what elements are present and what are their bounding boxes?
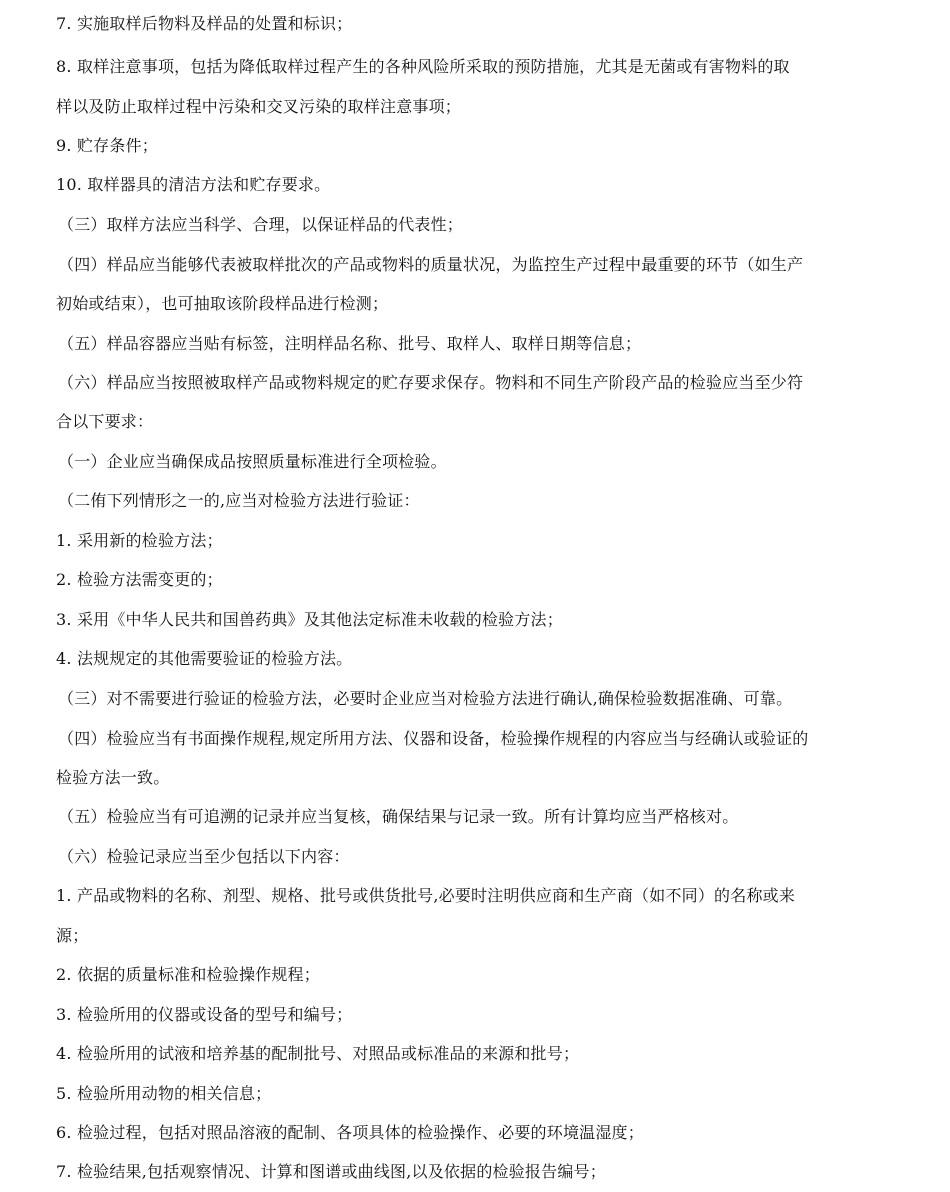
text-line: 6. 检验过程，包括对照品溶液的配制、各项具体的检验操作、必要的环境温湿度； bbox=[56, 1123, 644, 1142]
text-line: 1. 产品或物料的名称、剂型、规格、批号或供货批号,必要时注明供应商和生产商（如不同）的名称或来 bbox=[56, 886, 796, 905]
text-line: 源； bbox=[56, 926, 89, 945]
text-line: 3. 采用《中华人民共和国兽药典》及其他法定标准未收载的检验方法； bbox=[56, 610, 563, 629]
text-line: （五）样品容器应当贴有标签，注明样品名称、批号、取样人、取样日期等信息； bbox=[58, 334, 642, 353]
text-line: 5. 检验所用动物的相关信息； bbox=[56, 1084, 272, 1103]
text-line: 检验方法一致。 bbox=[56, 768, 170, 787]
text-line: （五）检验应当有可追溯的记录并应当复核，确保结果与记录一致。所有计算均应当严格核对。 bbox=[58, 807, 739, 826]
text-line: 2. 检验方法需变更的； bbox=[56, 570, 223, 589]
text-line: （三）取样方法应当科学、合理，以保证样品的代表性； bbox=[58, 215, 464, 234]
text-line: （二侑下列情形之一的,应当对检验方法进行验证： bbox=[58, 491, 420, 510]
text-line: 样以及防止取样过程中污染和交叉污染的取样注意事项； bbox=[56, 97, 462, 116]
text-line: 2. 依据的质量标准和检验操作规程； bbox=[56, 965, 320, 984]
text-line: （三）对不需要进行验证的检验方法，必要时企业应当对检验方法进行确认,确保检验数据准确、可靠。 bbox=[58, 689, 793, 708]
text-line: 7. 检验结果,包括观察情况、计算和图谱或曲线图,以及依据的检验报告编号； bbox=[56, 1162, 606, 1181]
text-line: （四）样品应当能够代表被取样批次的产品或物料的质量状况，为监控生产过程中最重要的环节（如生产 bbox=[58, 255, 804, 274]
text-line: 1. 采用新的检验方法； bbox=[56, 531, 223, 550]
text-line: 9. 贮存条件； bbox=[56, 136, 158, 155]
text-line: （六）检验记录应当至少包括以下内容： bbox=[58, 847, 350, 866]
text-line: 合以下要求： bbox=[56, 412, 154, 431]
text-line: 3. 检验所用的仪器或设备的型号和编号； bbox=[56, 1005, 353, 1024]
text-line: （一）企业应当确保成品按照质量标准进行全项检验。 bbox=[58, 452, 447, 471]
text-line: 7. 实施取样后物料及样品的处置和标识； bbox=[56, 14, 353, 33]
text-line: 10. 取样器具的清洁方法和贮存要求。 bbox=[56, 175, 331, 194]
text-line: 8. 取样注意事项，包括为降低取样过程产生的各种风险所采取的预防措施，尤其是无菌或有害物料的取 bbox=[56, 57, 790, 76]
text-line: （六）样品应当按照被取样产品或物料规定的贮存要求保存。物料和不同生产阶段产品的检验应当至少符 bbox=[58, 373, 804, 392]
text-line: 初始或结束），也可抽取该阶段样品进行检测； bbox=[56, 294, 389, 313]
text-line: （四）检验应当有书面操作规程,规定所用方法、仪器和设备，检验操作规程的内容应当与经确认或验证的 bbox=[58, 729, 809, 748]
text-line: 4. 法规规定的其他需要验证的检验方法。 bbox=[56, 649, 353, 668]
text-line: 4. 检验所用的试液和培养基的配制批号、对照品或标准品的来源和批号； bbox=[56, 1044, 580, 1063]
